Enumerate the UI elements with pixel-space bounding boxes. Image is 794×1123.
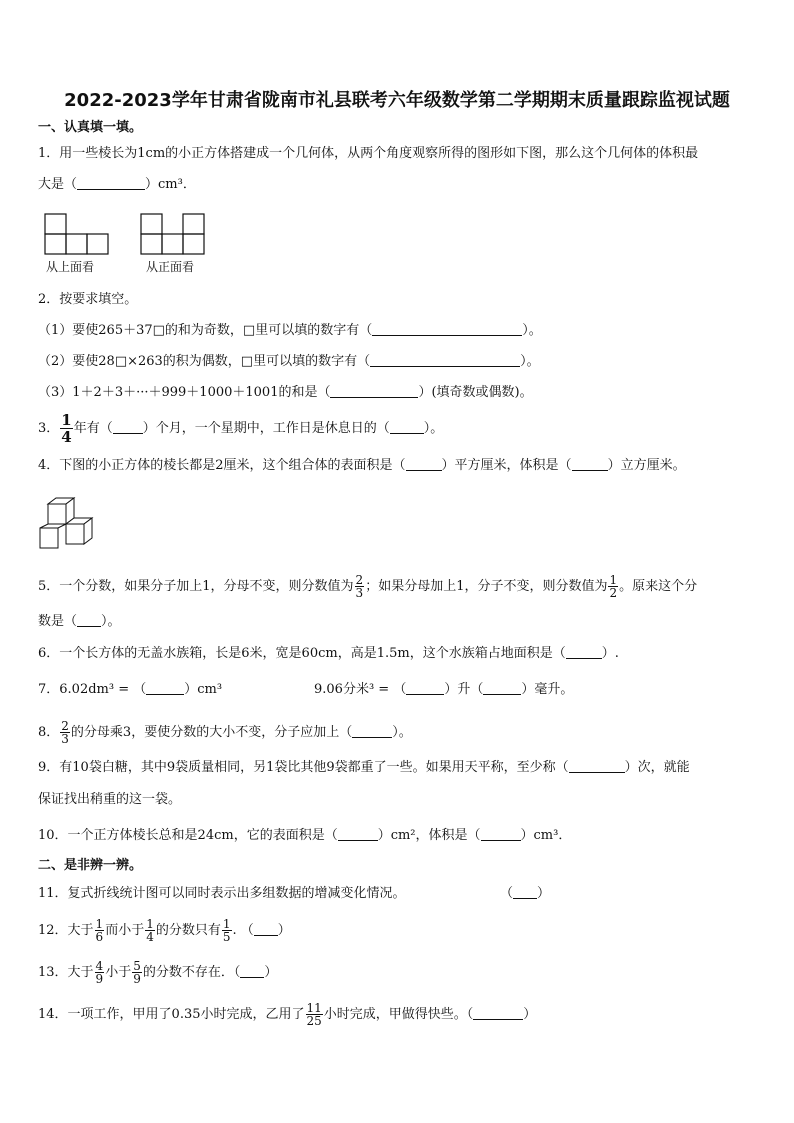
q5-fraction-2 — [608, 574, 618, 599]
answer-blank[interactable] — [352, 724, 392, 738]
q2-3-end: ）(填奇数或偶数)。 — [418, 385, 533, 400]
question-12 — [38, 918, 291, 943]
answer-blank[interactable] — [406, 681, 444, 695]
answer-blank[interactable] — [113, 420, 143, 434]
front-view-cell — [141, 234, 162, 254]
answer-blank[interactable] — [569, 759, 625, 773]
q12-fraction-2 — [145, 918, 155, 943]
q10-text-c: ）cm³． — [520, 828, 572, 843]
answer-blank[interactable] — [330, 384, 418, 398]
caption-top-view: 从上面看 — [46, 260, 95, 274]
question-2-3 — [38, 383, 533, 403]
denominator: 6 — [95, 930, 104, 944]
q12-text-d: . （ — [232, 923, 254, 938]
numerator: 1 — [146, 917, 154, 931]
q12-fraction-3 — [222, 918, 232, 943]
answer-blank[interactable] — [77, 176, 145, 190]
q12-text-e: ） — [277, 923, 291, 938]
front-view-cell — [183, 234, 204, 254]
section-heading-1: 一、认真填一填。 — [38, 120, 143, 135]
answer-blank[interactable] — [146, 681, 184, 695]
q10-text-a: 10．一个正方体棱长总和是24cm，它的表面积是（ — [38, 828, 338, 843]
q12-text-b: 而小于 — [105, 923, 145, 938]
q2-1-text: （1）要使265＋37□的和为奇数，□里可以填的数字有（ — [38, 323, 373, 338]
q10-text-b: ）cm²，体积是（ — [377, 828, 481, 843]
numerator: 1 — [609, 573, 618, 587]
q13-text-c: 的分数不存在．（ — [142, 965, 241, 980]
answer-blank[interactable] — [240, 964, 264, 978]
denominator: 4 — [61, 428, 72, 446]
question-2-1 — [38, 321, 542, 341]
q5-text-c: 。原来这个分 — [619, 579, 698, 594]
q13-fraction-2 — [132, 960, 142, 985]
numerator: 5 — [133, 959, 141, 973]
q5-text-d: 数是（ — [38, 614, 78, 629]
answer-blank[interactable] — [77, 613, 101, 627]
q12-fraction-1 — [95, 918, 105, 943]
q9-text-a: 9．有10袋白糖，其中9袋质量相同，另1袋比其他9袋都重了一些。如果用天平称，至少称（ — [38, 760, 569, 775]
q3-fraction — [60, 412, 72, 445]
q1-text-b: ）cm³． — [145, 177, 196, 192]
denominator: 25 — [306, 1014, 322, 1028]
q11-paren-open: （ — [500, 886, 514, 901]
numerator: 1 — [222, 917, 231, 931]
denominator: 2 — [609, 586, 618, 600]
numerator: 4 — [95, 959, 104, 973]
question-7-part-2 — [314, 680, 573, 700]
q5-text-b: ；如果分母加上1，分子不变，则分数值为 — [365, 579, 608, 594]
denominator: 4 — [146, 930, 154, 944]
numerator: 2 — [61, 719, 69, 733]
question-5-line-2 — [38, 612, 121, 632]
q7-text-d: ）升（ — [444, 682, 484, 697]
question-5-line-1 — [38, 574, 697, 599]
caption-front-view: 从正面看 — [146, 260, 195, 274]
question-2-2 — [38, 352, 540, 372]
front-view-cell — [162, 234, 183, 254]
q8-fraction — [60, 720, 70, 745]
q3-text-c: ）。 — [423, 421, 444, 436]
q8-number: 8． — [38, 725, 60, 740]
q2-2-end: ）。 — [520, 354, 540, 369]
question-2-head: 2．按要求填空。 — [38, 292, 138, 307]
q2-3-text: （3）1＋2＋3＋···＋999＋1000＋1001的和是（ — [38, 385, 331, 400]
top-view-cell — [45, 214, 66, 234]
question-14 — [38, 1002, 536, 1027]
q6-text-b: ）. — [601, 646, 619, 661]
top-view-cell — [87, 234, 108, 254]
question-1-line-1: 1．用一些棱长为1cm的小正方体搭建成一个几何体，从两个角度观察所得的图形如下图，那么这个几何体的体积最 — [38, 146, 699, 161]
answer-blank[interactable] — [390, 420, 424, 434]
q5-fraction-1 — [355, 574, 365, 599]
q3-text-b: ）个月，一个星期中，工作日是休息日的（ — [142, 421, 390, 436]
q14-text-b: 小时完成，甲做得快些。（ — [323, 1007, 474, 1022]
front-view-cell — [141, 214, 162, 234]
numerator: 1 — [61, 411, 72, 429]
answer-blank[interactable] — [483, 681, 521, 695]
denominator: 3 — [61, 732, 69, 746]
question-11 — [38, 884, 406, 904]
denominator: 3 — [355, 586, 364, 600]
q13-text-d: ） — [264, 965, 278, 980]
question-6 — [38, 644, 619, 664]
question-9-line-1 — [38, 758, 690, 778]
question-8 — [38, 720, 412, 745]
denominator: 5 — [222, 930, 231, 944]
answer-blank[interactable] — [372, 322, 522, 336]
numerator: 11 — [306, 1001, 322, 1015]
top-view-cell — [66, 234, 87, 254]
question-9-line-2: 保证找出稍重的这一袋。 — [38, 792, 182, 807]
q4-text-b: ）平方厘米，体积是（ — [441, 458, 572, 473]
q2-2-text: （2）要使28□×263的积为偶数，□里可以填的数字有（ — [38, 354, 371, 369]
question-11-answer — [500, 884, 550, 904]
q13-text-b: 小于 — [105, 965, 132, 980]
q4-text-a: 4．下图的小正方体的棱长都是2厘米，这个组合体的表面积是（ — [38, 458, 406, 473]
q3-number: 3． — [38, 421, 60, 436]
section-heading-2: 二、是非辨一辨。 — [38, 858, 143, 873]
answer-blank[interactable] — [338, 827, 378, 841]
q6-text-a: 6．一个长方体的无盖水族箱，长是6米，宽是60cm，高是1.5m，这个水族箱占地面积是（ — [38, 646, 566, 661]
top-view-cell — [45, 234, 66, 254]
cube-stack-figure — [38, 496, 94, 550]
q7-text-c: 9.06分米³ = （ — [314, 682, 407, 697]
q8-text-a: 的分母乘3，要使分数的大小不变，分子应加上（ — [70, 725, 353, 740]
q13-fraction-1 — [95, 960, 105, 985]
q5-text-a: 5．一个分数，如果分子加上1，分母不变，则分数值为 — [38, 579, 354, 594]
answer-blank[interactable] — [406, 457, 442, 471]
q3-text-a: 年有（ — [73, 421, 113, 436]
q13-text-a: 13．大于 — [38, 965, 94, 980]
answer-blank[interactable] — [572, 457, 608, 471]
q11-paren-close: ） — [537, 886, 551, 901]
answer-blank[interactable] — [254, 922, 278, 936]
question-10 — [38, 826, 571, 846]
q14-fraction — [306, 1002, 323, 1027]
front-view-cell — [183, 214, 204, 234]
q7-number: 7． — [38, 682, 60, 697]
question-3 — [38, 412, 443, 445]
q12-text-a: 12．大于 — [38, 923, 94, 938]
q7-expr: 6.02dm³ = （ — [59, 682, 147, 697]
denominator: 9 — [133, 972, 141, 986]
q5-text-e: ）。 — [101, 614, 121, 629]
numerator: 2 — [355, 573, 364, 587]
answer-blank[interactable] — [566, 645, 602, 659]
q1-views-figure — [44, 212, 214, 257]
answer-blank[interactable] — [370, 353, 520, 367]
q11-text: 11．复式折线统计图可以同时表示出多组数据的增减变化情况。 — [38, 886, 406, 901]
question-13 — [38, 960, 277, 985]
question-4 — [38, 456, 686, 476]
q8-text-b: ）。 — [392, 725, 412, 740]
q12-text-c: 的分数只有 — [155, 923, 221, 938]
q7-text-e: ）毫升。 — [521, 682, 574, 697]
answer-blank[interactable] — [481, 827, 521, 841]
q1-text-a: 大是（ — [38, 177, 78, 192]
question-7 — [38, 680, 222, 700]
page-title: 2022-2023学年甘肃省陇南市礼县联考六年级数学第二学期期末质量跟踪监视试题 — [64, 90, 730, 111]
q9-text-b: ）次，就能 — [624, 760, 690, 775]
q7-text-b: ）cm³ — [184, 682, 223, 697]
answer-blank[interactable] — [513, 885, 537, 899]
q14-text-a: 14．一项工作，甲用了0.35小时完成，乙用了 — [38, 1007, 305, 1022]
question-1-line-2 — [38, 175, 196, 195]
q4-text-c: ）立方厘米。 — [607, 458, 686, 473]
numerator: 1 — [95, 917, 104, 931]
q14-text-c: ） — [523, 1007, 537, 1022]
answer-blank[interactable] — [473, 1006, 523, 1020]
q2-1-end: ）。 — [522, 323, 542, 338]
denominator: 9 — [95, 972, 104, 986]
